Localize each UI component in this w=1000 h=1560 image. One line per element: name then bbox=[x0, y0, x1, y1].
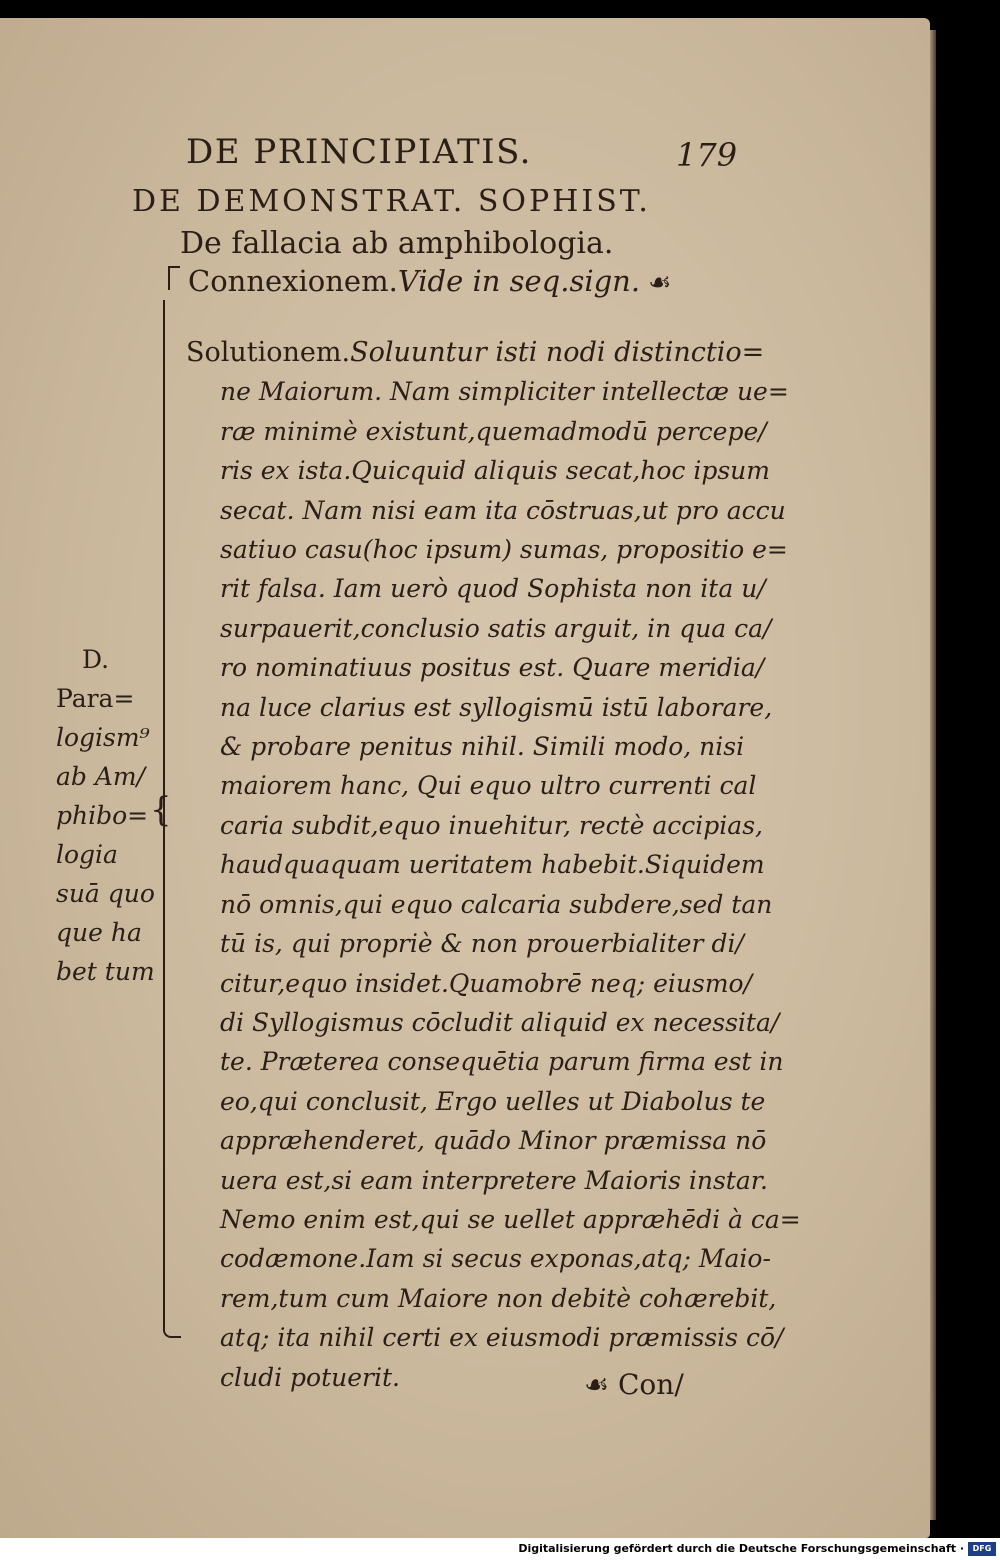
body-line: tū is, qui propriè & non prouerbialiter di/ bbox=[220, 929, 744, 959]
body-line: ne Maiorum. Nam simpliciter intellectæ ue= bbox=[220, 377, 789, 407]
margin-note-line: phibo= bbox=[56, 801, 149, 830]
body-line: nō omnis,qui equo calcaria subdere,sed tan bbox=[220, 889, 773, 919]
footer-credit: Digitalisierung gefördert durch die Deutsche Forschungsgemeinschaft · bbox=[518, 1542, 964, 1555]
body-line: rit falsa. Iam uerò quod Sophista non ita u/ bbox=[220, 574, 766, 604]
margin-note-line: suā quo bbox=[56, 879, 155, 908]
body-line: appræhenderet, quādo Minor præmissa nō bbox=[220, 1126, 767, 1156]
body-line: secat. Nam nisi eam ita cōstruas,ut pro accu bbox=[220, 495, 786, 525]
margin-note-line: que ha bbox=[56, 918, 142, 947]
footer-bar bbox=[0, 1538, 1000, 1560]
body-line: na luce clarius est syllogismū istū laborare, bbox=[220, 692, 773, 722]
body-line: cludi potuerit. bbox=[220, 1362, 400, 1392]
subtitle: DE DEMONSTRAT. SOPHIST. bbox=[132, 184, 651, 219]
body-line: uera est,si eam interpretere Maioris instar. bbox=[220, 1165, 768, 1195]
body-line: codæmone.Iam si secus exponas,atq; Maio- bbox=[220, 1244, 771, 1274]
margin-note-line: logism⁹ bbox=[56, 723, 150, 752]
body-line: surpauerit,conclusio satis arguit, in qua ca/ bbox=[220, 613, 772, 643]
body-line: Nemo enim est,qui se uellet appræhēdi à ca= bbox=[220, 1204, 801, 1234]
body-line: atq; ita nihil certi ex eiusmodi præmissis cō/ bbox=[220, 1323, 784, 1353]
body-line: ro nominatiuus positus est. Quare meridia/ bbox=[220, 653, 765, 683]
body-line: di Syllogismus cōcludit aliquid ex necessita/ bbox=[220, 1007, 780, 1037]
page-edge bbox=[930, 30, 936, 1520]
brace-bottom bbox=[163, 1320, 181, 1338]
dfg-logo-icon: DFG bbox=[968, 1542, 996, 1556]
body-line: Solutionem.Soluuntur isti nodi distinctio= bbox=[186, 337, 765, 368]
fleuron-icon: ☙ bbox=[648, 268, 672, 298]
page-number: 179 bbox=[676, 136, 738, 174]
body-line: satiuo casu(hoc ipsum) sumas, propositio e= bbox=[220, 535, 788, 565]
brace-top bbox=[168, 266, 180, 290]
body-line: ræ minimè existunt,quemadmodū percepe/ bbox=[220, 416, 767, 446]
margin-note-line: Para= bbox=[56, 684, 135, 713]
brace-notch: { bbox=[150, 790, 172, 830]
body-line: eo,qui conclusit, Ergo uelles ut Diabolus te bbox=[220, 1086, 766, 1116]
body-line: haudquaquam ueritatem habebit.Siquidem bbox=[220, 850, 765, 880]
body-line: te. Præterea consequētia parum firma est in bbox=[220, 1047, 784, 1077]
body-text bbox=[186, 333, 801, 1397]
connexion-line bbox=[188, 264, 671, 298]
body-line: ris ex ista.Quicquid aliquis secat,hoc ipsum bbox=[220, 456, 770, 486]
solution-lead: Solutionem. bbox=[186, 337, 351, 368]
running-title: DE PRINCIPIATIS. bbox=[186, 132, 532, 172]
margin-note-line: bet tum bbox=[56, 957, 155, 986]
body-line: maiorem hanc, Qui equo ultro currenti cal bbox=[220, 771, 757, 801]
body-line: rem,tum cum Maiore non debitè cohærebit, bbox=[220, 1283, 777, 1313]
section-title: De fallacia ab amphibologia. bbox=[180, 226, 614, 261]
body-line: citur,equo insidet.Quamobrē neq; eiusmo/ bbox=[220, 968, 753, 998]
connexion-ref: Vide in seq.sign. bbox=[397, 264, 641, 298]
connexion-lead: Connexionem. bbox=[188, 264, 398, 298]
margin-note bbox=[56, 640, 156, 991]
body-line: caria subdit,equo inuehitur, rectè accipias, bbox=[220, 810, 763, 840]
body-line: & probare penitus nihil. Simili modo, nisi bbox=[220, 732, 745, 762]
margin-note-label: D. bbox=[82, 645, 110, 674]
margin-note-line: ab Am/ bbox=[56, 762, 146, 791]
margin-note-line: logia bbox=[56, 840, 118, 869]
catchword: ☙ Con/ bbox=[584, 1368, 684, 1401]
